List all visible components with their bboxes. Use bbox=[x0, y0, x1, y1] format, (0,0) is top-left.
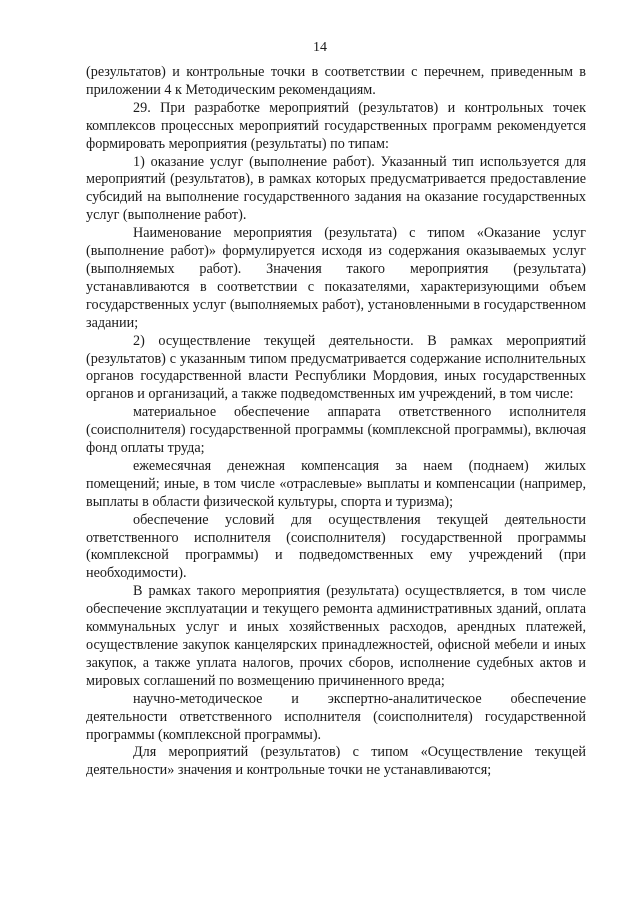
paragraph: Наименование мероприятия (результата) с типом «Оказание услуг (выполнение работ)» формулируется исходя из содержания оказываемых услуг (выполняемых работ). Значения такого мероприятия (результата) устанавливаются в соответствии с показателями, характеризующими объем государственных услуг (выполняемых работ), установленными в государственном задании; bbox=[86, 225, 586, 331]
paragraph: 29. При разработке мероприятий (результатов) и контрольных точек комплексов процессных мероприятий государственных программ рекомендуется формировать мероприятия (результаты) по типам: bbox=[86, 99, 586, 152]
paragraph: материальное обеспечение аппарата ответственного исполнителя (соисполнителя) государственной программы (комплексной программы), включая фонд оплаты труда; bbox=[86, 404, 586, 457]
paragraph: обеспечение условий для осуществления текущей деятельности ответственного исполнителя (соисполнителя) государственной программы (комплексной программы) и подведомственных ему учреждений (при необходимости). bbox=[86, 511, 586, 582]
paragraph: В рамках такого мероприятия (результата) осуществляется, в том числе обеспечение эксплуатации и текущего ремонта административных зданий, оплата коммунальных услуг и иных хозяйственных расходов, арендных платежей, осуществление закупок канцелярских принадлежностей, офисной мебели и иных закупок, а также уплата налогов, прочих сборов, исполнение судебных актов и мировых соглашений по возмещению причиненного вреда; bbox=[86, 583, 586, 689]
paragraph: ежемесячная денежная компенсация за наем (поднаем) жилых помещений; иные, в том числе «отраслевые» выплаты и компенсации (например, выплаты в области физической культуры, спорта и туризма); bbox=[86, 457, 586, 510]
paragraph: Для мероприятий (результатов) с типом «Осуществление текущей деятельности» значения и контрольные точки не устанавливаются; bbox=[86, 744, 586, 779]
paragraph: 2) осуществление текущей деятельности. В рамках мероприятий (результатов) с указанным типом предусматривается содержание исполнительных органов государственной власти Республики Мордовия, иных государственных органов и организаций, а также подведомственных им учреждений, в том числе: bbox=[86, 332, 586, 403]
paragraph: 1) оказание услуг (выполнение работ). Указанный тип используется для мероприятий (результатов), в рамках которых предусматривается предоставление субсидий на выполнение государственного задания на оказание государственных услуг (выполнение работ). bbox=[86, 153, 586, 224]
page-number: 14 bbox=[313, 40, 327, 55]
paragraph: (результатов) и контрольные точки в соответствии с перечнем, приведенным в приложении 4 к Методическим рекомендациям. bbox=[86, 64, 586, 98]
paragraph: научно-методическое и экспертно-аналитическое обеспечение деятельности ответственного исполнителя (соисполнителя) государственной программы (комплексной программы). bbox=[86, 690, 586, 743]
document-body bbox=[86, 64, 586, 780]
